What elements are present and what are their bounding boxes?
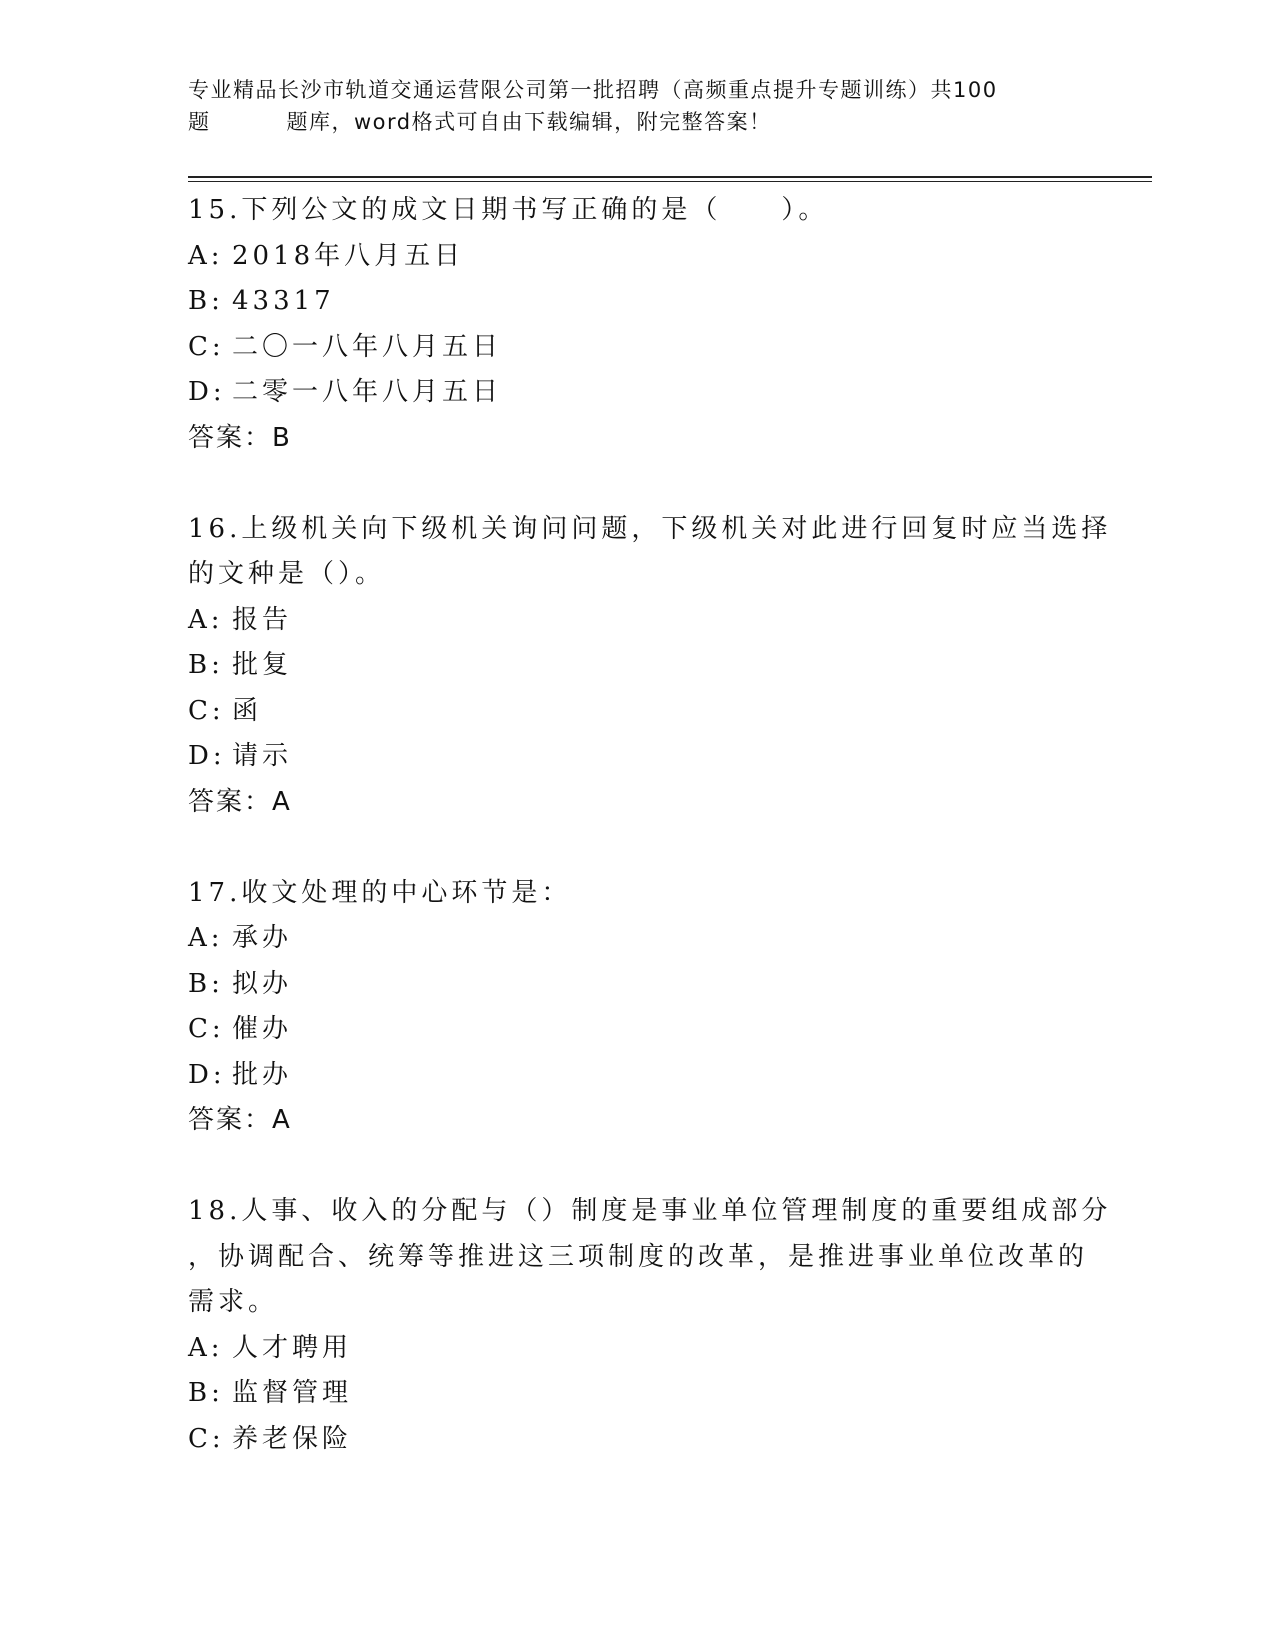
option-label: A: (188, 1332, 224, 1363)
option-item (188, 325, 1088, 371)
option-label: C: (188, 331, 225, 362)
option-text: 批复 (232, 650, 293, 680)
option-item (188, 598, 1088, 644)
question-title: 17.收文处理的中心环节是： (188, 877, 572, 908)
question-block (188, 507, 1112, 826)
option-item (188, 689, 1088, 735)
header-line-2 (188, 106, 1088, 138)
question-block (188, 188, 1088, 461)
option-text: 报告 (232, 604, 293, 635)
option-item (188, 1326, 1088, 1372)
option-label: B: (188, 286, 224, 316)
question-title-continued: ，协调配合、统筹等推进这三项制度的改革，是推进事业单位改革的 (188, 1241, 1089, 1272)
option-item (188, 916, 1088, 962)
option-label: A: (188, 923, 224, 953)
question-title: 18.人事、收入的分配与（）制度是事业单位管理制度的重要组成部分 (188, 1196, 1112, 1226)
option-text: 二〇一八年八月五日 (232, 331, 503, 362)
question-block (188, 871, 1088, 1144)
header-rule-thick (188, 176, 1152, 178)
answer-line: 答案：A (188, 1105, 292, 1135)
option-item (188, 1007, 1088, 1053)
option-text: 监督管理 (232, 1378, 353, 1408)
question-title: 15.下列公文的成文日期书写正确的是（ ）。 (188, 195, 829, 225)
document-header (188, 74, 1088, 138)
header-line-1: 专业精品长沙市轨道交通运营限公司第一批招聘（高频重点提升专题训练）共100 (188, 78, 998, 102)
option-item (188, 279, 1088, 325)
option-label: C: (188, 1423, 225, 1454)
option-text: 催办 (232, 1014, 293, 1044)
option-text: 养老保险 (232, 1423, 353, 1454)
question-title-continued: 需求。 (188, 1287, 279, 1317)
option-text: 2018年八月五日 (232, 240, 465, 271)
option-label: C: (188, 1014, 225, 1044)
option-text: 请示 (232, 741, 293, 771)
question-list (188, 188, 1112, 1462)
option-text: 43317 (232, 286, 335, 316)
option-text: 二零一八年八月五日 (232, 377, 503, 407)
option-text: 函 (232, 695, 263, 726)
option-item (188, 234, 1088, 280)
option-label: D: (188, 1059, 226, 1090)
option-label: B: (188, 968, 224, 999)
option-text: 人才聘用 (232, 1332, 353, 1363)
option-label: A: (188, 604, 224, 635)
option-item (188, 1053, 1088, 1099)
option-item (188, 370, 1088, 416)
option-label: C: (188, 695, 225, 726)
header-line-2-text: 题库，word格式可自由下载编辑，附完整答案！ (286, 110, 772, 134)
option-item (188, 1417, 1088, 1463)
header-line-2-start: 题 (188, 110, 211, 134)
option-label: B: (188, 650, 224, 680)
option-text: 拟办 (232, 968, 293, 999)
question-block (188, 1189, 1112, 1462)
option-label: A: (188, 240, 224, 271)
question-title-continued: 的文种是（）。 (188, 559, 386, 589)
option-item (188, 962, 1088, 1008)
question-title: 16.上级机关向下级机关询问问题，下级机关对此进行回复时应当选择 (188, 513, 1112, 544)
header-rule-thin (188, 181, 1152, 182)
option-item (188, 643, 1088, 689)
option-item (188, 1371, 1088, 1417)
option-label: D: (188, 377, 226, 407)
option-label: B: (188, 1378, 224, 1408)
option-label: D: (188, 741, 226, 771)
answer-line: 答案：B (188, 422, 292, 453)
answer-line: 答案：A (188, 786, 292, 817)
option-text: 承办 (232, 923, 293, 953)
option-text: 批办 (232, 1059, 293, 1090)
option-item (188, 734, 1088, 780)
